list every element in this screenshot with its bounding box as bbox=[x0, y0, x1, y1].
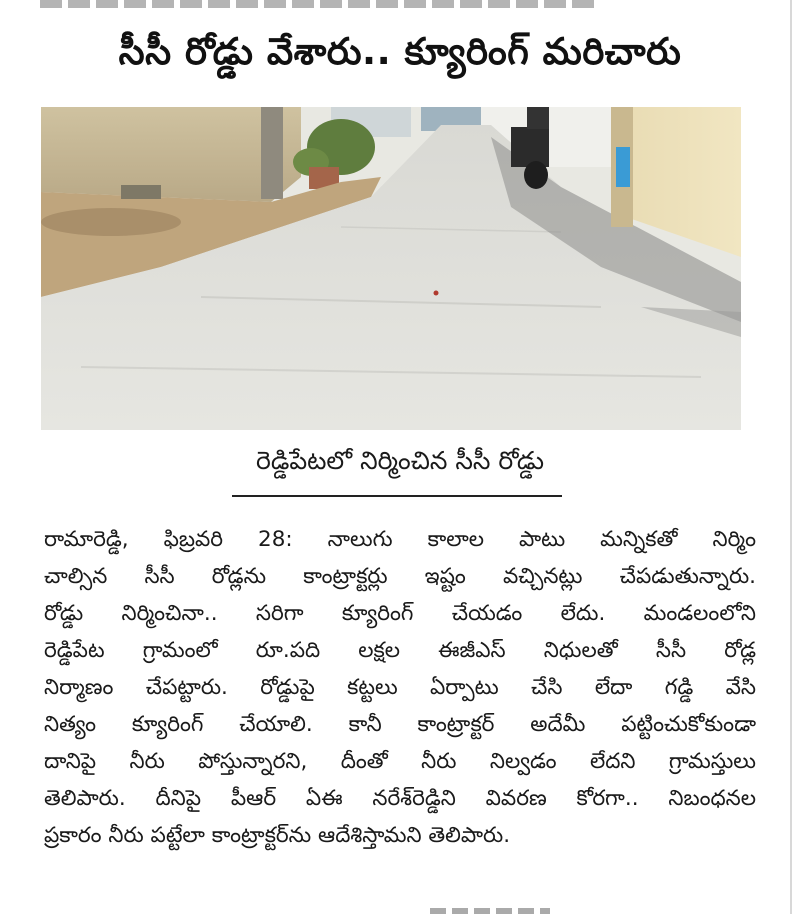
body-line: నిర్మాణం చేపట్టారు. రోడ్డుపై కట్టలు ఏర్పాటు చేసి లేదా గడ్డి వేసి bbox=[44, 675, 756, 700]
clipped-next-text bbox=[430, 908, 550, 914]
body-line: తెలిపారు. దీనిపై పీఆర్‌ ఏఈ నరేశ్‌రెడ్డిని వివరణ కోరగా.. నిబంధనల bbox=[44, 786, 756, 811]
headline: సీసీ రోడ్డు వేశారు.. క్యూరింగ్‌ మరిచారు bbox=[118, 30, 682, 73]
photo-caption: రెడ్డిపేటలో నిర్మించిన సీసీ రోడ్డు bbox=[256, 446, 544, 475]
body-line: రోడ్డు నిర్మించినా.. సరిగా క్యూరింగ్‌ చేయడం లేదు. మండలంలోని bbox=[44, 601, 756, 626]
body-line: చాల్సిన సీసీ రోడ్లను కాంట్రాక్టర్లు ఇష్టం వచ్చినట్లు చేపడుతున్నారు. bbox=[44, 564, 756, 589]
body-line: నిత్యం క్యూరింగ్‌ చేయాలి. కానీ కాంట్రాక్టర్‌ అదేమీ పట్టించుకోకుండా bbox=[44, 712, 756, 737]
clipped-previous-text bbox=[40, 0, 600, 8]
cc-road-photo bbox=[41, 107, 741, 430]
body-line: రెడ్డిపేట గ్రామంలో రూ.పది లక్షల ఈజీఎస్‌ నిధులతో సీసీ రోడ్ల bbox=[44, 638, 756, 663]
caption-divider bbox=[232, 495, 562, 497]
body-line: రామారెడ్డి, ఫిబ్రవరి 28: నాలుగు కాలాల పాటు మన్నికతో నిర్మిం bbox=[44, 527, 756, 552]
body-line: ప్రకారం నీరు పట్టేలా కాంట్రాక్టర్‌ను ఆదేశిస్తామని తెలిపారు. bbox=[44, 823, 511, 848]
body-line: దానిపై నీరు పోస్తున్నారని, దీంతో నీరు నిల్వడం లేదని గ్రామస్తులు bbox=[44, 749, 756, 774]
article-body bbox=[44, 521, 756, 854]
